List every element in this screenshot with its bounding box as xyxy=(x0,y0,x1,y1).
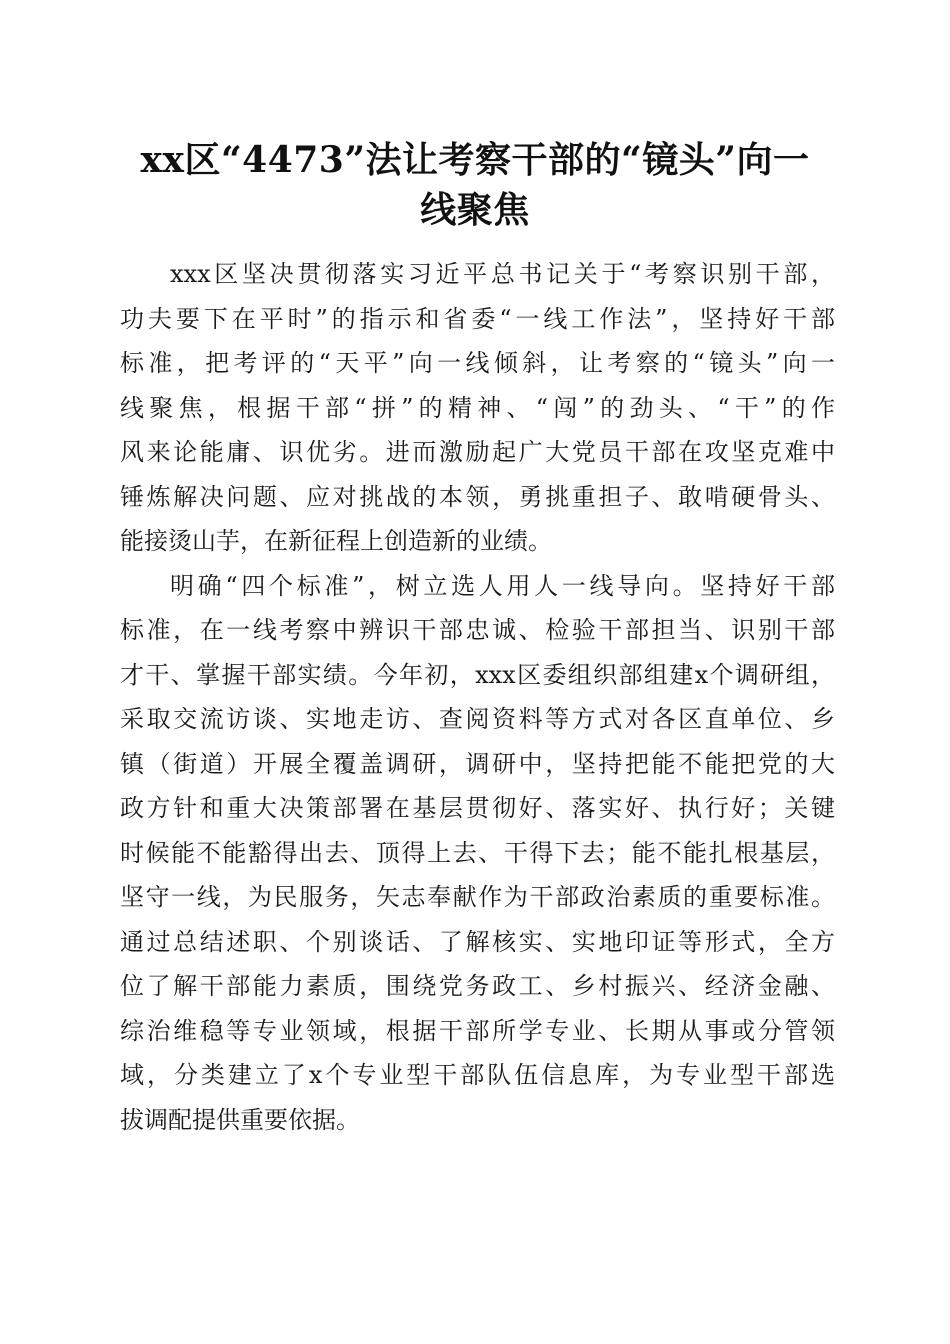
paragraph-line: 才干、掌握干部实绩。今年初，xxx区委组织部组建x个调研组， xyxy=(120,660,835,689)
paragraph-line: 域，分类建立了x个专业型干部队伍信息库，为专业型干部选 xyxy=(120,1061,835,1089)
paragraph-line: 位了解干部能力素质，围绕党务政工、乡村振兴、经济金融、 xyxy=(120,972,835,1000)
paragraph-line: 政方针和重大决策部署在基层贯彻好、落实好、执行好；关键 xyxy=(120,794,835,822)
paragraph-line: 采取交流访谈、实地走访、查阅资料等方式对各区直单位、乡 xyxy=(120,705,835,733)
paragraph-1 xyxy=(120,252,835,564)
paragraph-line: xxx区坚决贯彻落实习近平总书记关于“考察识别干部， xyxy=(170,260,835,288)
paragraph-line: 标准，把考评的“天平”向一线倾斜，让考察的“镜头”向一 xyxy=(120,349,835,377)
paragraph-line: 通过总结述职、个别谈话、了解核实、实地印证等形式，全方 xyxy=(120,927,835,956)
paragraph-line: 锤炼解决问题、应对挑战的本领，勇挑重担子、敢啃硬骨头、 xyxy=(120,482,835,511)
paragraph-line: 镇（街道）开展全覆盖调研，调研中，坚持把能不能把党的大 xyxy=(120,749,835,778)
paragraph-line: 标准，在一线考察中辨识干部忠诚、检验干部担当、识别干部 xyxy=(120,616,835,644)
paragraph-2 xyxy=(120,564,835,1143)
paragraph-line: 功夫要下在平时”的指示和省委“一线工作法”，坚持好干部 xyxy=(120,304,835,333)
document-title xyxy=(100,135,850,235)
title-line-2: 线聚焦 xyxy=(420,189,530,231)
document-body xyxy=(120,252,835,1142)
paragraph-line: 风来论能庸、识优劣。进而激励起广大党员干部在攻坚克难中 xyxy=(120,438,835,466)
title-line-1: xx区“4473”法让考察干部的“镜头”向一 xyxy=(140,139,810,181)
paragraph-line: 时候能不能豁得出去、顶得上去、干得下去；能不能扎根基层， xyxy=(120,838,835,867)
paragraph-line: 明确“四个标准”，树立选人用人一线导向。坚持好干部 xyxy=(170,571,835,600)
paragraph-line: 线聚焦，根据干部“拼”的精神、“闯”的劲头、“干”的作 xyxy=(120,393,835,422)
paragraph-line: 综治维稳等专业领域，根据干部所学专业、长期从事或分管领 xyxy=(120,1016,835,1045)
paragraph-line: 能接烫山芋，在新征程上创造新的业绩。 xyxy=(120,527,552,555)
paragraph-line: 坚守一线，为民服务，矢志奉献作为干部政治素质的重要标准。 xyxy=(120,883,835,911)
paragraph-line: 拔调配提供重要依据。 xyxy=(120,1105,360,1134)
